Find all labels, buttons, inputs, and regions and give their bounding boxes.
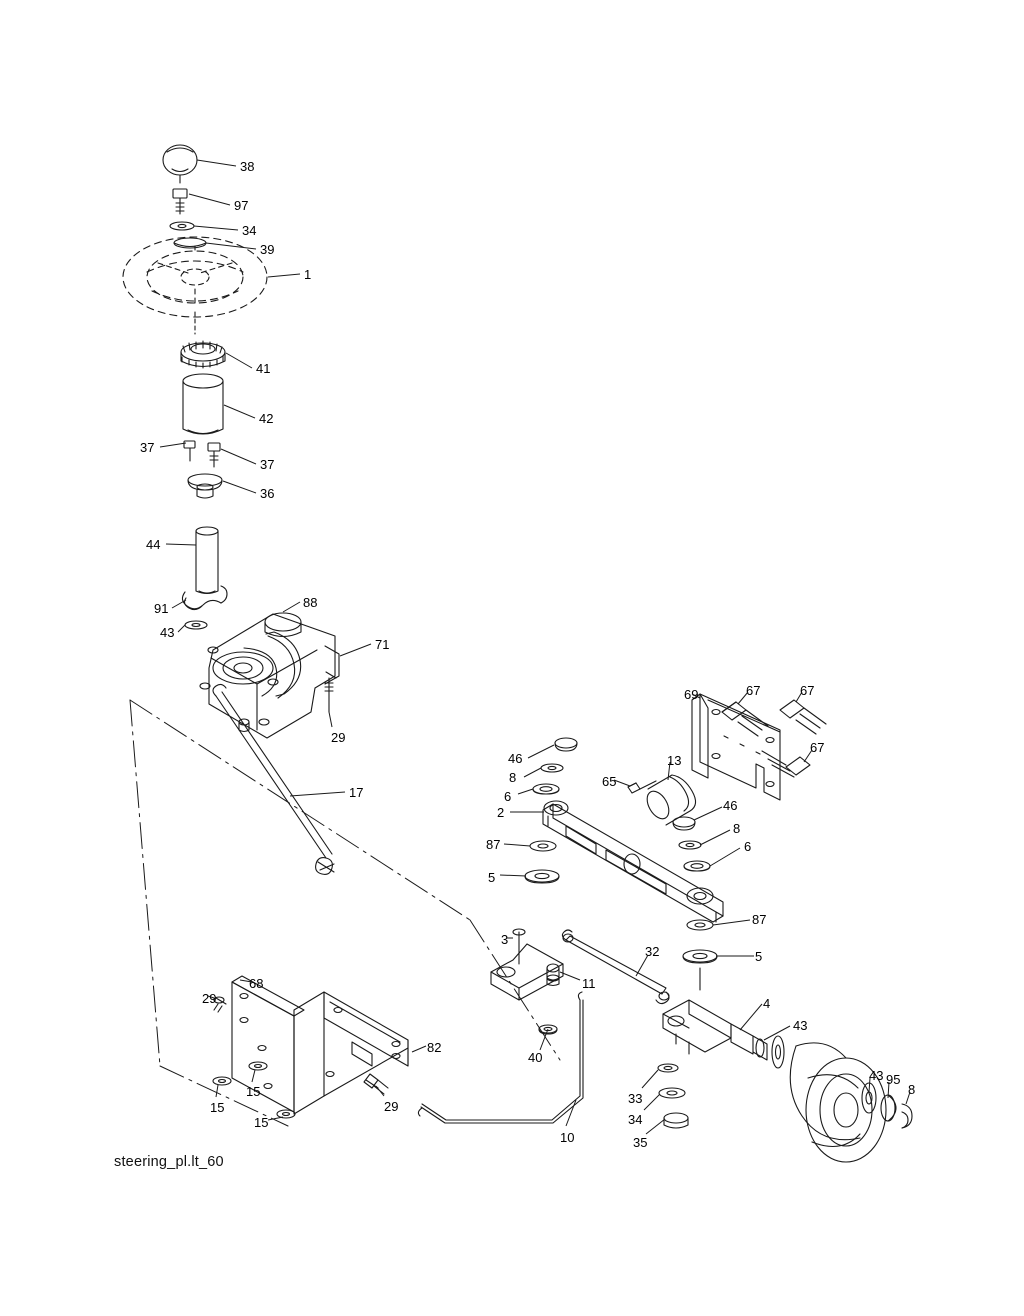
callout-38: 38: [240, 159, 255, 174]
callout-13: 13: [667, 753, 682, 768]
callout-46-right: 46: [723, 798, 738, 813]
callout-10: 10: [560, 1130, 575, 1145]
callout-11: 11: [582, 976, 596, 991]
part-38-knob: [163, 145, 197, 183]
callout-43-outer: 43: [869, 1068, 884, 1083]
part-5-bearing-right: [683, 950, 717, 963]
callout-8-right: 8: [733, 821, 741, 836]
callout-68: 68: [249, 976, 264, 991]
callout-67-b: 67: [800, 683, 815, 698]
part-42-bushing-sleeve: [183, 374, 223, 434]
part-91-retainer-clip: [182, 586, 227, 610]
part-29-bolt-upper: [325, 672, 336, 712]
callout-33: 33: [628, 1091, 643, 1106]
callout-15-a: 15: [210, 1100, 225, 1115]
callout-69: 69: [684, 687, 699, 702]
part-46-cap-left: [555, 738, 577, 751]
callout-43-upper: 43: [160, 625, 175, 640]
callout-8-cotter: 8: [908, 1082, 916, 1097]
callout-42: 42: [259, 411, 274, 426]
callout-15-b: 15: [246, 1084, 261, 1099]
callout-29-lower-right: 29: [384, 1099, 399, 1114]
part-41-pinion-gear: [181, 341, 225, 368]
callout-71: 71: [375, 637, 390, 652]
part-34-washer-upper: [170, 222, 194, 230]
part-36-flange-bearing: [188, 474, 222, 498]
callout-35: 35: [633, 1135, 648, 1150]
callout-29-upper: 29: [331, 730, 346, 745]
callout-40: 40: [528, 1050, 543, 1065]
part-17-drag-link: [213, 684, 334, 874]
callout-91: 91: [154, 601, 169, 616]
part-4-right-spindle: [663, 968, 767, 1060]
part-44-steering-shaft: [196, 527, 218, 594]
part-6-bearing-left: [533, 784, 559, 794]
callout-15-c: 15: [254, 1115, 269, 1130]
part-15-washer-c: [277, 1110, 295, 1118]
callout-44: 44: [146, 537, 161, 552]
part-87-washer-left: [530, 841, 556, 851]
callout-46-left: 46: [508, 751, 523, 766]
part-95-cap: [881, 1095, 896, 1121]
part-29-bolt-lower-b: [364, 1074, 388, 1094]
callout-41: 41: [256, 361, 271, 376]
part-40-nut: [539, 1025, 557, 1034]
callout-34-lower: 34: [628, 1112, 643, 1127]
callout-34-upper: 34: [242, 223, 257, 238]
callout-39: 39: [260, 242, 275, 257]
part-10-rod: [418, 992, 583, 1123]
callout-6-left: 6: [504, 789, 512, 804]
part-32-tie-rod: [562, 930, 669, 1004]
callout-17: 17: [349, 785, 364, 800]
part-39-insert: [174, 238, 206, 248]
part-8-washer-right: [679, 841, 701, 849]
callout-65: 65: [602, 774, 617, 789]
part-15-washer-a: [213, 1077, 231, 1085]
part-43-washer-upper: [185, 621, 207, 629]
callout-8-left: 8: [509, 770, 517, 785]
part-87-washer-right: [687, 920, 713, 930]
part-8-washer-left: [541, 764, 563, 772]
part-69-bracket: [692, 694, 780, 800]
callout-82: 82: [427, 1040, 442, 1055]
callout-37-right: 37: [260, 457, 275, 472]
callout-87-left: 87: [486, 837, 501, 852]
callout-88: 88: [303, 595, 318, 610]
callout-1: 1: [304, 267, 312, 282]
callout-6-right: 6: [744, 839, 752, 854]
callout-43-spindle: 43: [793, 1018, 808, 1033]
callout-87-right: 87: [752, 912, 767, 927]
part-35-nut: [664, 1113, 688, 1128]
part-15-washer-b: [249, 1062, 267, 1070]
callout-37-left: 37: [140, 440, 155, 455]
callout-36: 36: [260, 486, 275, 501]
part-34-washer-lower: [659, 1088, 685, 1098]
part-97-bolt: [173, 189, 187, 214]
callout-5-left: 5: [488, 870, 496, 885]
part-67-bolt-a: [722, 702, 768, 736]
callout-67-a: 67: [746, 683, 761, 698]
part-37-bolt-right: [208, 443, 220, 467]
callout-5-right: 5: [755, 949, 763, 964]
callout-4: 4: [763, 996, 771, 1011]
callout-95: 95: [886, 1072, 901, 1087]
part-67-bolt-b: [780, 700, 826, 734]
part-37-bolt-left: [184, 441, 195, 461]
part-67-bolt-c: [762, 751, 810, 777]
callout-97: 97: [234, 198, 249, 213]
part-46-cap-right: [673, 817, 695, 830]
diagram-caption: steering_pl.lt_60: [114, 1154, 224, 1170]
callout-29-lower-left: 29: [202, 991, 217, 1006]
part-43-washer-wheel: [772, 1036, 784, 1068]
callout-3: 3: [501, 932, 509, 947]
part-8-cotter-pin: [902, 1104, 912, 1128]
callout-2: 2: [497, 805, 505, 820]
part-5-bearing-left: [525, 870, 559, 883]
part-6-bearing-right: [684, 861, 710, 871]
part-71-gear-plate: [200, 614, 339, 738]
part-33-washer: [658, 1064, 678, 1072]
part-43-washer-outer: [862, 1083, 876, 1113]
callout-32: 32: [645, 944, 660, 959]
callout-67-c: 67: [810, 740, 825, 755]
